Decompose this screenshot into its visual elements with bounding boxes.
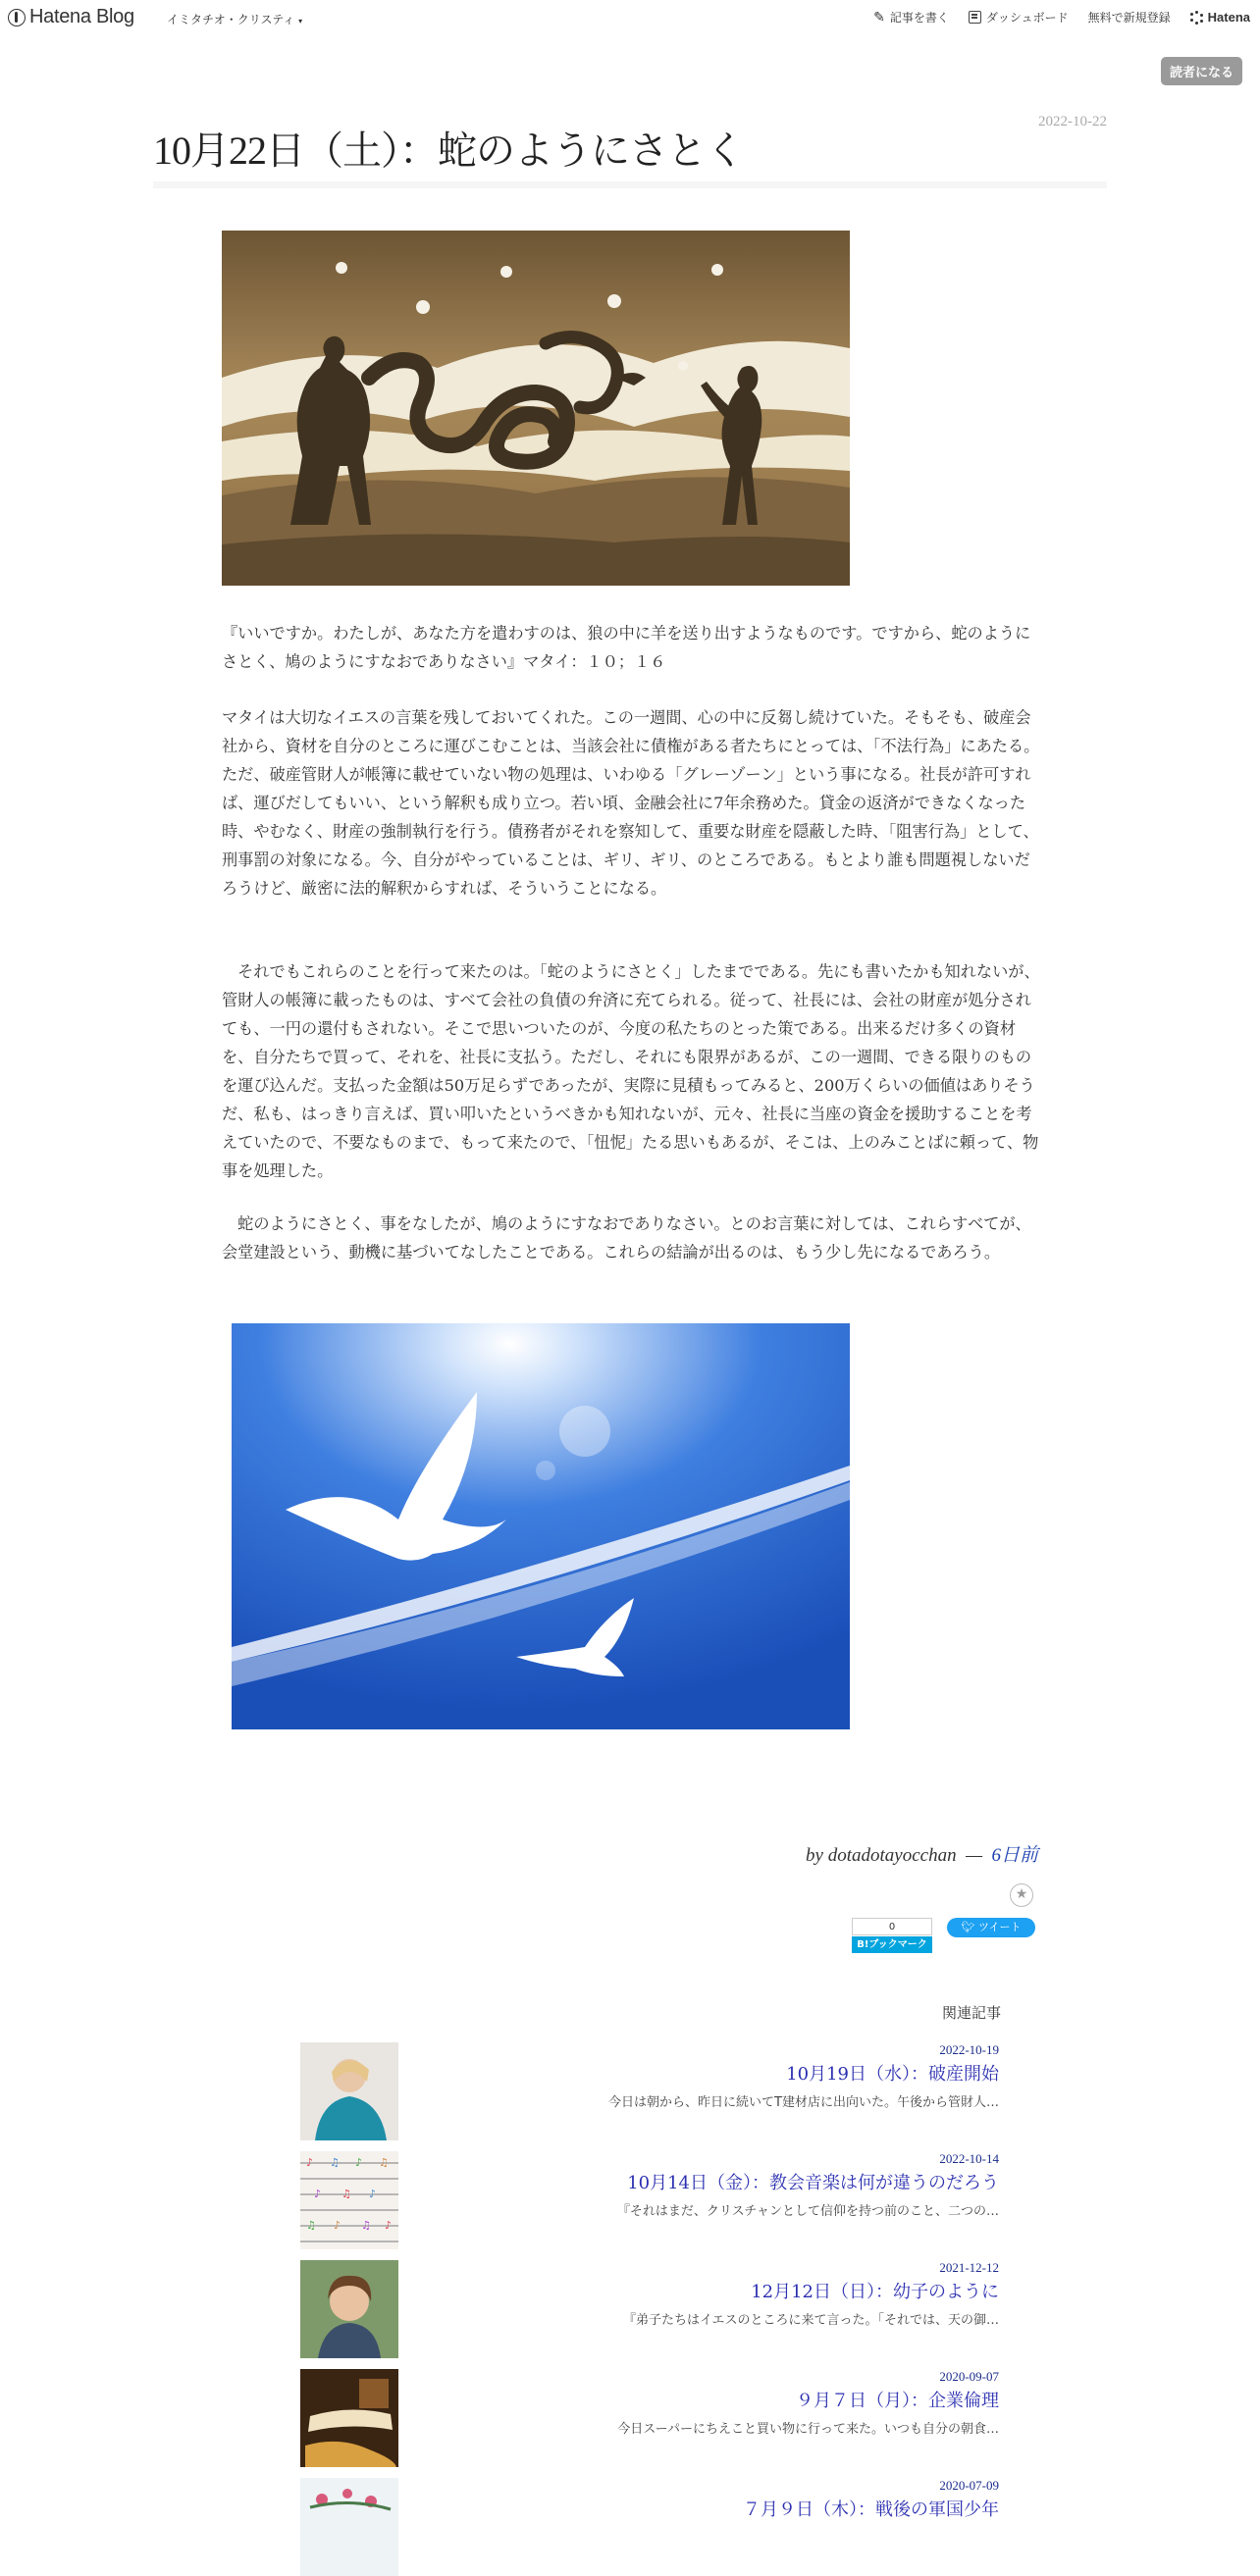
svg-text:♪: ♪ xyxy=(355,2156,363,2169)
star-icon: ★ xyxy=(1015,1886,1028,1902)
related-entries-heading: 関連記事 xyxy=(941,2004,1001,2022)
svg-text:♪: ♪ xyxy=(385,2219,393,2232)
svg-text:♫: ♫ xyxy=(361,2219,371,2232)
svg-text:♫: ♫ xyxy=(330,2156,340,2169)
subscribe-button[interactable]: 読者になる xyxy=(1161,57,1242,85)
related-description: 今日は朝から、昨日に続いてT建材店に出向いた。午後から管財人… xyxy=(608,2095,999,2110)
related-description: 今日スーパーにちえこと買い物に行って来た。いつも自分の朝食… xyxy=(617,2422,999,2437)
author-link[interactable]: dotadotayocchan xyxy=(827,1845,957,1866)
related-thumbnail[interactable] xyxy=(300,2042,398,2140)
by-prefix: by xyxy=(806,1845,823,1866)
add-star-button[interactable] xyxy=(1010,1883,1033,1907)
related-date: 2022-10-19 xyxy=(939,2042,999,2057)
related-title[interactable]: 10月14日（金）：教会音楽は何が違うのだろう xyxy=(627,2173,999,2193)
related-entry[interactable] xyxy=(300,2369,999,2467)
write-post-link[interactable] xyxy=(873,9,949,26)
signup-label: 無料で新規登録 xyxy=(1087,11,1171,25)
dashboard-label: ダッシュボード xyxy=(985,11,1069,25)
related-date: 2022-10-14 xyxy=(939,2151,999,2166)
signup-link[interactable] xyxy=(1088,9,1171,26)
related-thumbnail[interactable] xyxy=(300,2151,398,2249)
svg-text:♪: ♪ xyxy=(369,2188,377,2200)
entry-image-serpent xyxy=(222,231,850,586)
entry-paragraph-2: マタイは大切なイエスの言葉を残しておいてくれた。この一週間、心の中に反芻し続けていた。そもそも、破産会社から、資材を自分のところに運びこむことは、当該会社に債権がある者たちにとっては、「不法行為」にあたる。ただ、破産管財人が帳簿に載せていない物の処理は、いわゆる「グレーゾーン」という事になる。社長が許可すれば、運びだしてもいい、という解釈も成り立つ。若い頃、金融会社に7年余務めた。貸金の返済ができなくなった時、やむなく、財産の強制執行を行う。債務者がそれを察知して、重要な財産を隠蔽した時、「阻害行為」として、刑事罰の対象になる。今、自分がやっていることは、ギリ、ギリ、のところである。もとより誰も問題視しないだろうけど、厳密に法的解釈からすれば、そういうことになる。 xyxy=(222,708,1040,898)
related-thumbnail[interactable] xyxy=(300,2369,398,2467)
twitter-bird-icon: 🐦︎ xyxy=(961,1921,975,1933)
hatena-label: Hatena xyxy=(1207,10,1250,25)
doves-illustration xyxy=(232,1323,850,1729)
related-thumbnail[interactable] xyxy=(300,2478,398,2576)
entry-paragraph-1: 『いいですか。わたしが、あなた方を遣わすのは、狼の中に羊を送り出すようなものです。ですから、蛇のようにさとく、鳩のようにすなおでありなさい』マタイ：１０；１６ xyxy=(222,624,1031,671)
svg-text:♪: ♪ xyxy=(334,2219,341,2232)
entry-paragraph-4: 蛇のようにさとく、事をなしたが、鳩のようにすなおでありなさい。とのお言葉に対しては、これらすべてが、会堂建設という、動機に基づいてなしたことである。これらの結論が出るのは、もう少し先になるであろう。 xyxy=(222,1214,1031,1262)
entry-image-doves xyxy=(232,1323,850,1729)
related-date: 2020-07-09 xyxy=(939,2478,999,2493)
svg-text:♫: ♫ xyxy=(306,2219,316,2232)
logo-text: Hatena Blog xyxy=(29,6,134,27)
svg-text:♫: ♫ xyxy=(341,2188,351,2200)
related-entry[interactable] xyxy=(300,2478,999,2576)
hatena-blog-logo[interactable] xyxy=(8,6,134,28)
dashboard-link[interactable] xyxy=(969,9,1069,26)
tweet-button[interactable] xyxy=(947,1918,1035,1937)
related-title[interactable]: 12月12日（日）：幼子のように xyxy=(751,2282,999,2302)
svg-text:♫: ♫ xyxy=(379,2156,389,2169)
entry-title[interactable]: 10月22日（土）：蛇のようにさとく xyxy=(153,122,1107,188)
related-title[interactable]: ９月７日（月）：企業倫理 xyxy=(796,2391,999,2411)
byline-separator: — xyxy=(966,1845,982,1866)
svg-text:♪: ♪ xyxy=(314,2188,322,2200)
related-date: 2021-12-12 xyxy=(939,2260,999,2275)
hatena-dots-icon xyxy=(1190,11,1204,25)
related-thumbnail[interactable] xyxy=(300,2260,398,2358)
related-entry[interactable] xyxy=(300,2151,999,2249)
bookmark-count[interactable]: 0 xyxy=(852,1918,932,1935)
related-title[interactable]: ７月９日（木）：戦後の軍国少年 xyxy=(743,2499,999,2520)
related-entry[interactable] xyxy=(300,2042,999,2140)
related-title[interactable]: 10月19日（水）：破産開始 xyxy=(786,2064,999,2085)
entry-relative-time[interactable]: 6日前 xyxy=(991,1845,1038,1866)
svg-text:♪: ♪ xyxy=(306,2156,314,2169)
tweet-label: ツイート xyxy=(978,1921,1022,1933)
dashboard-icon xyxy=(969,11,981,24)
hatena-logo-icon xyxy=(8,9,26,26)
related-date: 2020-09-07 xyxy=(939,2369,999,2384)
blog-name-menu[interactable] xyxy=(167,11,302,27)
hatena-bookmark-widget[interactable] xyxy=(852,1918,932,1953)
write-post-label: 記事を書く xyxy=(889,11,949,25)
related-description: 『弟子たちはイエスのところに来て言った。「それでは、天の御… xyxy=(623,2313,999,2328)
entry-paragraph-3: それでもこれらのことを行って来たのは。「蛇のようにさとく」したまでである。先にも書いたかも知れないが、管財人の帳簿に載ったものは、すべて会社の負債の弁済に充てられる。従って、社長には、会社の財産が処分されても、一円の還付もされない。そこで思いついたのが、今度の私たちのとった策である。出来るだけ多くの資材を、自分たちで買って、それを、社長に支払う。ただし、それにも限界があるが、この一週間、できる限りのものを運び込んだ。支払った金額は50万足らずであったが、実際に見積もってみると、200万くらいの価値はありそうだ、私も、はっきり言えば、買い叩いたというべきかも知れないが、元々、社長に当座の資金を援助することを考えていたので、不要なものまで、もって来たので、「忸怩」たる思いもあるが、そこは、上のみことばに頼って、物事を処理した。 xyxy=(222,962,1040,1180)
serpent-illustration xyxy=(222,231,850,586)
caret-down-icon: ▾ xyxy=(298,17,303,26)
entry-date[interactable]: 2022-10-22 xyxy=(1038,114,1107,129)
related-description: 『それはまだ、クリスチャンとして信仰を持つ前のこと、二つの… xyxy=(616,2204,999,2219)
related-entry[interactable] xyxy=(300,2260,999,2358)
entry-byline xyxy=(806,1840,1038,1867)
blog-name: イミタチオ・クリスティ xyxy=(167,13,295,26)
pencil-icon: ✎ xyxy=(873,9,885,26)
bookmark-button[interactable]: B!ブックマーク xyxy=(852,1936,932,1953)
hatena-menu[interactable] xyxy=(1190,10,1250,25)
global-header xyxy=(0,0,1260,37)
